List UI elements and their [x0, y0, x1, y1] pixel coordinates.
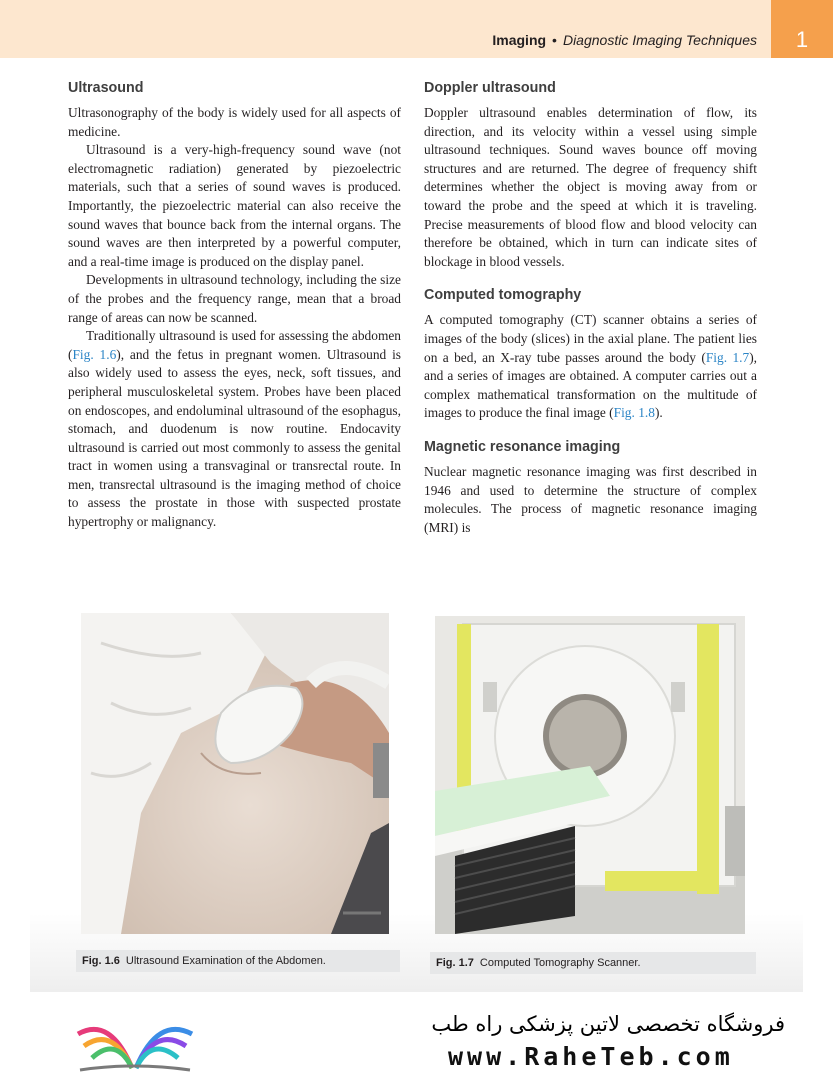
heading-doppler: Doppler ultrasound: [424, 80, 556, 96]
store-url[interactable]: www.RaheTeb.com: [448, 1042, 734, 1071]
figure-caption-text: Computed Tomography Scanner.: [479, 957, 641, 969]
running-head: [492, 32, 757, 48]
book-logo-icon: [70, 1006, 200, 1076]
paragraph: Ultrasonography of the body is widely used for all aspects of medicine.: [68, 105, 401, 139]
running-head-section: Imaging: [492, 32, 547, 48]
figure-caption-1-7: [430, 952, 756, 974]
ultrasound-photo: [81, 613, 389, 934]
paragraph-text: ).: [654, 405, 663, 421]
heading-ultrasound: Ultrasound: [68, 80, 144, 96]
ct-scanner-photo: [435, 616, 745, 934]
paragraph-text: Traditionally ultrasound is used for assessing the abdomen (: [68, 328, 401, 362]
paragraph: [68, 327, 401, 532]
paragraph-text: A computed tomography (CT) scanner obtains a series of images of the body (slices) in the axial plane. The patient lies on a bed, an X-ray tube passes around the body (: [424, 312, 757, 365]
right-column: [424, 78, 757, 537]
paragraph: Doppler ultrasound enables determination of flow, its direction, and its velocity within a vessel using simple ultrasound techniques. Sound waves bounce off moving structures and are returned. The degree of frequency shift determines whether the object is moving away from or toward the probe and the speed at which it is traveling. Precise measurements of blood flow and blood velocity can therefore be obtained, which in turn can indicate sites of blockage in blood vessels.: [424, 105, 757, 269]
paragraph-text: ), and the fetus in pregnant women. Ultrasound is also widely used to assess the eyes, neck, soft tissues, and peripheral musculoskeletal system. Probes have been placed on endoscopes, and endoluminal ultrasound of the esophagus, stomach, and duodenum is now routine. Endocavity ultrasound is carried out most commonly to assess the genital tract in women using a transvaginal or transrectal route. In men, transrectal ultrasound is the imaging method of choice to assess the prostate in those with suspected prostate hypertrophy or malignancy.: [68, 346, 402, 530]
chapter-number-tab: 1: [771, 0, 833, 58]
paragraph: Developments in ultrasound technology, including the size of the probes and the frequency range, mean that a broad range of areas can now be scanned.: [68, 272, 401, 325]
figure-link-1-6[interactable]: Fig. 1.6: [72, 346, 117, 362]
ct-scanner-illustration: [435, 616, 745, 934]
store-name: فروشگاه تخصصی لاتین پزشکی راه طب: [431, 1012, 785, 1036]
running-head-subtitle: Diagnostic Imaging Techniques: [562, 32, 757, 48]
paragraph: Nuclear magnetic resonance imaging was first described in 1946 and used to determine the structure of complex molecules. The process of magnetic resonance imaging (MRI) is: [424, 463, 757, 535]
running-head-separator: •: [552, 32, 557, 48]
figure-link-1-8[interactable]: Fig. 1.8: [613, 405, 655, 421]
figure-caption-1-6: [76, 950, 400, 972]
paragraph: Ultrasound is a very-high-frequency sound wave (not electromagnetic radiation) generated by piezoelectric materials, such that a series of sound waves is produced. Importantly, the piezoelectric material can also receive the sound waves that bounce back from the internal organs. The sound waves are then interpreted by a powerful computer, and a real-time image is produced on the display panel.: [68, 142, 401, 269]
figure-number: Fig. 1.7: [436, 957, 474, 969]
heading-mri: Magnetic resonance imaging: [424, 438, 621, 455]
paragraph: [424, 311, 757, 423]
left-column: [68, 78, 401, 532]
figure-number: Fig. 1.6: [82, 955, 120, 967]
heading-computed-tomography: Computed tomography: [424, 287, 582, 304]
paragraph-text: ), and a series of images are obtained. A computer carries out a complex mathematical transformation on the multitude of images to produce the final image (: [424, 349, 757, 421]
page-header: [0, 0, 833, 58]
ultrasound-illustration: [81, 613, 389, 934]
figure-caption-text: Ultrasound Examination of the Abdomen.: [125, 955, 326, 967]
figure-link-1-7[interactable]: Fig. 1.7: [705, 349, 750, 365]
